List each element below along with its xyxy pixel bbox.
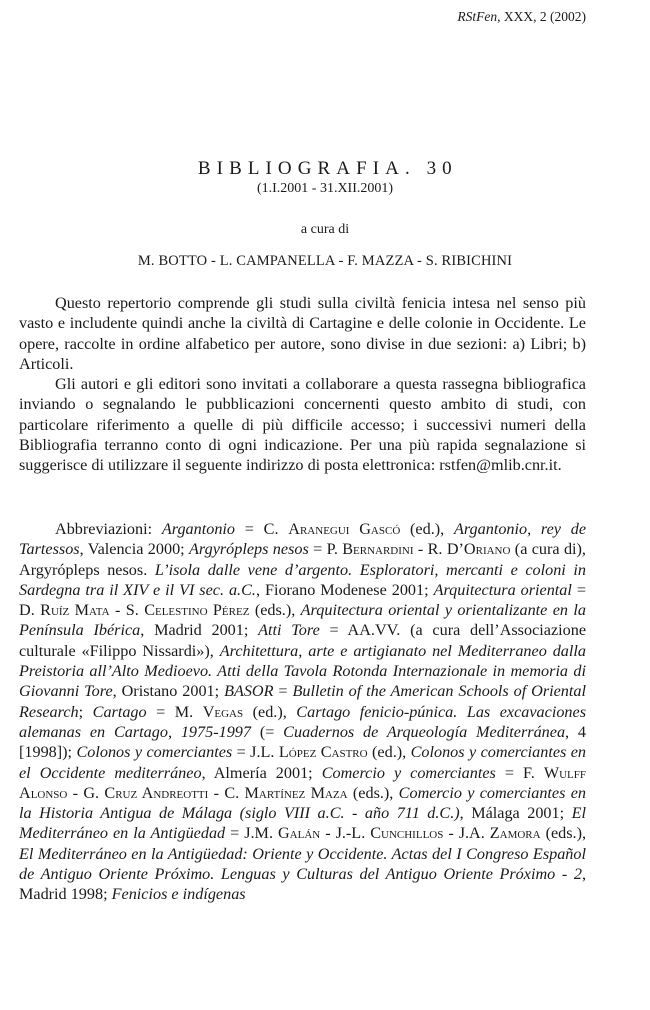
abbr-text: , Málaga 2001; <box>459 804 572 823</box>
abbreviations <box>19 519 586 905</box>
abbr-italic-text: Argantonio, rey de Tartessos <box>19 520 587 559</box>
abbr-italic-text: El Mediterráneo en la Antigüedad: Oriente y Occidente. Actas del I Congreso Español de Antiguo Oriente Próximo. Lenguas y Culturas del Antiguo Oriente Próximo - 2 <box>19 844 586 884</box>
abbr-author-name: López Castro <box>278 743 368 762</box>
abbr-text: ; <box>78 702 93 721</box>
abbr-text: - G. <box>67 783 105 802</box>
abbr-italic-text: Colonos y comerciantes en el Occidente mediterráneo <box>19 743 587 782</box>
abbr-text: = F. <box>495 763 544 782</box>
abbr-author-name: Ruíz Mata <box>40 601 110 620</box>
abbr-italic-text: BASOR <box>224 682 274 701</box>
abbr-text: = AA.VV. (a cura dell’Associazione culturale «Filippo Nissardi»), <box>19 621 587 660</box>
abbr-author-name: Vegas <box>202 702 244 721</box>
abbr-text: (eds.), <box>249 601 301 620</box>
abbr-text: (eds.), <box>347 783 399 802</box>
abbr-text: = J.M. <box>225 824 278 843</box>
abbr-text: , Almería 2001; <box>201 763 322 782</box>
abbr-text: (= <box>250 722 284 741</box>
abbr-text: = C. <box>235 520 289 538</box>
abbr-italic-text: Atti Tore <box>258 621 320 640</box>
abbr-text: , 4 [1998]); <box>19 722 587 762</box>
abbr-author-name: Cruz Andreotti <box>104 783 209 802</box>
abbr-author-name: Aranegui Gascó <box>288 520 401 538</box>
abbr-text: = M. <box>146 702 203 721</box>
abbr-text: , Valencia 2000; <box>79 540 190 559</box>
abbr-italic-text: Argantonio <box>161 520 236 538</box>
abbr-italic-text: Arquitectura oriental <box>433 580 572 599</box>
running-head <box>457 9 586 25</box>
abbr-author-name: Galán <box>277 824 321 843</box>
abbr-text: (ed.), <box>400 520 454 538</box>
abbr-italic-text: Comercio y comerciantes <box>321 763 496 782</box>
abbr-text: = <box>273 682 293 701</box>
intro-paragraph-1: Questo repertorio comprende gli studi sulla civiltà fenicia intesa nel senso più vasto e includente quindi anche la civiltà di Cartagine e delle colonie in Occidente. Le opere, raccolte in ordine alfabetico per autore, sono divise in due sezioni: a) Libri; b) Articoli. <box>19 294 586 373</box>
abbr-italic-text: Colonos y comerciantes <box>76 743 233 762</box>
section-title: BIBLIOGRAFIA. 30 <box>197 158 458 179</box>
intro <box>19 293 586 476</box>
abbr-text: , Madrid 2001; <box>140 621 259 640</box>
abbr-text: (eds.), <box>540 824 587 843</box>
abbr-text: = J.L. <box>232 743 279 762</box>
abbr-text: Abbreviazioni: <box>55 520 162 538</box>
abbr-text: - J.A. <box>443 824 490 843</box>
abbr-text: (a cura di), Argyrópleps nesos. <box>19 540 586 579</box>
abbr-italic-text: Architettura, arte e artigianato nel Mediterraneo dalla Preistoria all’Alto Medioevo. Atti della Tavola Rotonda Internazionale in memoria di Giovanni Tore <box>19 641 586 701</box>
abbr-italic-text: Arquitectura oriental y orientalizante en la Península Ibérica <box>19 601 586 640</box>
abbr-italic-text: Cartago fenicio-púnica. Las excavaciones alemanas en Cartago, 1975-1997 <box>19 702 586 741</box>
abbr-author-name: Zamora <box>489 824 541 843</box>
volume-info: , XXX, 2 (2002) <box>497 9 586 24</box>
abbr-author-name: Cunchillos <box>370 824 444 843</box>
abbr-text: - J.-L. <box>320 824 371 843</box>
abbr-italic-text: Argyrópleps nesos <box>189 540 309 559</box>
abbr-text: = D. <box>19 580 586 620</box>
abbr-author-name: Martínez Maza <box>244 783 348 802</box>
abbr-author-name: Oriano <box>463 540 511 559</box>
abbr-author-name: Wulff Alonso <box>19 763 586 802</box>
intro-paragraph-2: Gli autori e gli editori sono invitati a collaborare a questa rassegna bibliografica inviando o segnalando le pubblicazioni concernenti questo ambito di studi, con particolare riferimento a quelle di più difficile accesso; i successivi numeri della Bibliografia terranno conto di ogni indicazione. Per una più rapida segnalazione si suggerisce di utilizzare il seguente indirizzo di posta elettronica: rstfen@mlib.cnr.it. <box>19 375 586 475</box>
abbr-author-name: Celestino Pérez <box>144 601 250 620</box>
abbr-italic-text: Cuadernos de Arqueología Mediterránea <box>283 722 566 741</box>
date-range: (1.I.2001 - 31.XII.2001) <box>256 181 394 196</box>
abbr-author-name: Bernardini <box>342 540 414 559</box>
abbr-text: , Oristano 2001; <box>112 682 225 701</box>
curated-by: a cura di <box>300 222 350 237</box>
journal-abbrev: RStFen <box>457 9 498 24</box>
abbr-italic-text: El Mediterráneo en la Antigüedad <box>19 804 586 843</box>
abbr-text: - S. <box>109 601 145 620</box>
abbr-text: - R. D’ <box>413 540 464 559</box>
abbr-italic-text: Cartago <box>92 702 147 721</box>
abbr-italic-text: Fenicios e indígenas <box>111 885 246 904</box>
editors: M. BOTTO - L. CAMPANELLA - F. MAZZA - S. RIBICHINI <box>137 253 513 269</box>
abbr-text: , Madrid 1998; <box>19 865 586 904</box>
abbr-italic-text: L’isola dalle vene d’argento. Esploratori, mercanti e coloni in Sardegna tra il XIV e il VI sec. a.C. <box>19 560 586 599</box>
abbr-text: - C. <box>208 783 245 802</box>
abbr-italic-text: Bulletin of the American Schools of Oriental Research <box>19 682 586 721</box>
abbr-text: (ed.), <box>243 702 297 721</box>
abbr-italic-text: Comercio y comerciantes en la Historia Antigua de Málaga (siglo VIII a.C. - año 711 d.C.) <box>19 783 587 823</box>
abbr-text: = P. <box>308 540 343 559</box>
abbr-text: , Fiorano Modenese 2001; <box>255 580 434 599</box>
abbreviations-paragraph <box>19 519 586 905</box>
abbr-text: (ed.), <box>367 743 411 762</box>
